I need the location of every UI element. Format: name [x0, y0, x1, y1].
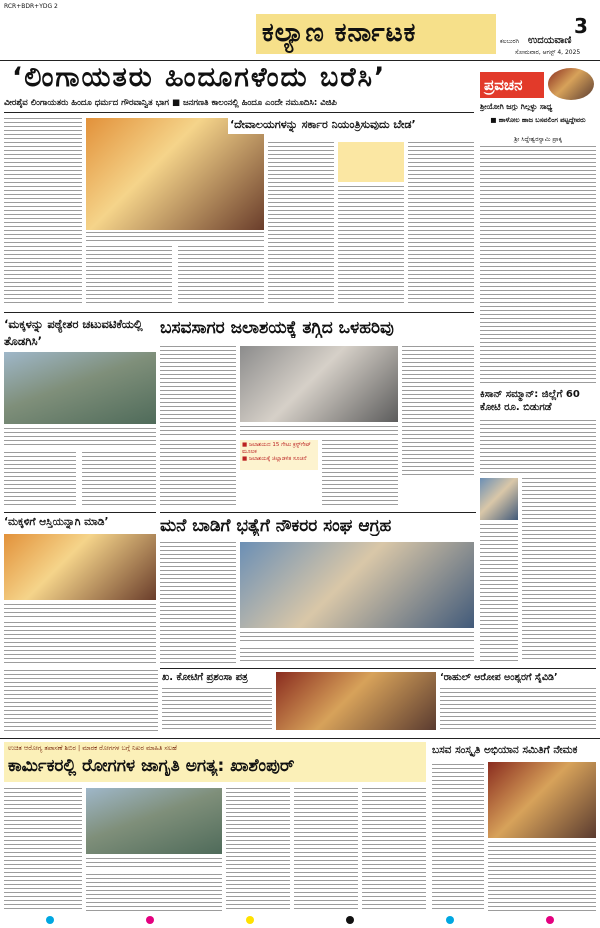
pravachana-label: ಪ್ರವಚನ: [484, 76, 523, 94]
mane-caption: [240, 632, 474, 644]
temples-body-col2: [338, 186, 404, 306]
basava-body-col3: [160, 440, 236, 508]
kotige-body: [162, 688, 272, 732]
registration-marks: [0, 914, 600, 926]
paper-name: ಉದಯವಾಣಿ: [528, 35, 572, 46]
temples-headline: ‘ದೇವಾಲಯಗಳನ್ನು ಸರ್ಕಾರ ನಿಯಂತ್ರಿಸುವುದು ಬೇಡ’: [228, 118, 476, 134]
mane-headline: ಮನೆ ಬಾಡಿಗೆ ಭತ್ಯೆಗೆ ನೌಕರರ ಸಂಘ ಆಗ್ರಹ: [160, 516, 392, 536]
makkalige-body: [4, 622, 156, 664]
pravachana-body: [480, 146, 596, 384]
basava-headline: ಬಸವಸಾಗರ ಜಲಾಶಯಕ್ಕೆ ತಗ್ಗಿದ ಒಳಹರಿವು: [160, 318, 394, 338]
mid-rule: [4, 312, 474, 313]
right-bottom-headline: ಬಸವ ಸಂಸ್ಕೃತಿ ಅಭಿಯಾನ ಸಮಿತಿಗೆ ನೇಮಕ: [432, 744, 578, 756]
masthead-title: ಕಲ್ಯಾಣ ಕರ್ನಾಟಕ: [262, 18, 417, 48]
header-rule: [0, 60, 600, 61]
pravachana-sub2: ಶ್ರೀ ಸಿದ್ದೇಶ್ವರಸ್ವಾಮಿ ಪ್ರಾಕ್ಕ: [514, 136, 562, 143]
makkalu-caption: [4, 428, 156, 448]
bottom-body-col5: [86, 874, 222, 912]
kotige-photo: [276, 672, 436, 730]
lead-headline: ‘ಲಿಂಗಾಯತರು ಹಿಂದೂಗಳೆಂದು ಬರೆಸಿ’: [12, 62, 387, 93]
right-bottom-body-a: [432, 764, 484, 912]
page-number: 3: [574, 14, 588, 38]
temples-body-col3: [408, 142, 474, 306]
pravachana-subtitle: ■ ಹಾಳೋಲ ಹಾಜ ಬಸವಲಿಂಗ ಪಟ್ಟದ್ದೇವರು: [490, 116, 586, 124]
makkalu-body-b: [82, 452, 156, 508]
subhead-rule: [4, 112, 474, 113]
makkalu-body-a: [4, 452, 76, 508]
makkalu-photo: [4, 352, 156, 424]
pravachana-photo: [548, 68, 594, 100]
makkalige-rule: [4, 512, 156, 513]
makkalu-headline: ‘ಮಕ್ಕಳನ್ನು ಪಠ್ಯೇತರ ಚಟುವಟಿಕೆಯಲ್ಲಿ ತೊಡಗಿಸಿ’: [4, 317, 143, 348]
temples-pullquote: [338, 142, 404, 182]
lead-body-col2: [86, 246, 172, 306]
lead-photo: [86, 118, 264, 230]
mane-body-col2: [240, 648, 474, 664]
kotige-headline: ಖ. ಕೋಟಿಗೆ ಪ್ರಶಂಸಾ ಪತ್ರ: [162, 672, 248, 683]
kisan-body-3: [480, 524, 518, 662]
kotige-rule: [160, 668, 596, 669]
right-bottom-body-b: [488, 842, 596, 912]
issue-date: ಸೋಮವಾರ, ಆಗಸ್ಟ್ 4, 2025: [515, 49, 581, 56]
temples-body-col1: [268, 142, 334, 306]
makkalige-photo: [4, 534, 156, 600]
right-bottom-photo: [488, 762, 596, 838]
wide-body: [4, 670, 158, 732]
bottom-body-col2: [226, 788, 290, 912]
reservoir-photo: [240, 346, 398, 422]
kisan-photo: [480, 478, 518, 520]
mane-body-col1: [160, 542, 236, 664]
basava-body-col4: [322, 440, 398, 508]
basava-body-col1: [160, 346, 236, 436]
bottom-headline: ಕಾರ್ಮಿಕರಲ್ಲಿ ರೋಗಗಳ ಜಾಗೃತಿ ಅಗತ್ಯ: ಖಾಶೆಂಪುರ್: [8, 756, 295, 776]
basava-bullet-2: ■ ಜಲಾಶಯಕ್ಕೆ ಜಿಲ್ಲಾಡಳಿತ ಸೂಚನೆ: [242, 456, 307, 462]
kisan-body: [480, 420, 596, 474]
rahul-body: [440, 688, 596, 732]
lead-photo-caption: [86, 232, 264, 242]
makkalige-caption: [4, 604, 156, 618]
kisan-headline: ಕಿಸಾನ್ ಸಮ್ಮಾನ್: ಜಿಲ್ಲೆಗೆ 60 ಕೋಟಿ ರೂ. ಬಿಡುಗಡೆ: [480, 389, 580, 413]
edition-label: ಕಲಬುರಗಿ: [500, 38, 520, 45]
lead-subhead: ವೀರಶೈವ ಲಿಂಗಾಯತರು ಹಿಂದೂ ಧರ್ಮದ ಗೌರವಾನ್ವಿತ ಭಾಗ ■ ಜನಗಣತಿ ಕಾಲಂನಲ್ಲಿ ಹಿಂದೂ ಎಂದೇ ನಮೂದಿಸಿ: ವಿಜಿಪಿ: [4, 98, 337, 108]
bottom-photo: [86, 788, 222, 854]
bottom-body-col3: [294, 788, 358, 912]
kisan-body-2: [522, 478, 596, 662]
basava-bullet-1: ■ ಜಲಾಶಯದ 15 ಗೇಟು ಕ್ರಸ್ಟ್‌ಗೇಟ್ ಮೂಲಕ: [242, 442, 311, 455]
lead-body-col3: [178, 246, 264, 306]
mane-rule: [160, 512, 476, 513]
bottom-caption: [86, 858, 222, 870]
bottom-rule: [0, 738, 600, 739]
print-code: RCR+BDR+YDG 2: [4, 3, 58, 10]
bottom-body-col4: [362, 788, 426, 912]
bottom-strap: ಉಚಿತ ಆರೋಗ್ಯ ತಪಾಸಣೆ ಶಿಬಿರ | ಮಾರಕ ರೋಗಗಳ ಬಗ್ಗೆ ನಿಖರ ಮಾಹಿತಿ ಸಲಹೆ: [8, 744, 177, 752]
makkalige-headline: ‘ಮಕ್ಕಳಿಗೆ ಆಸ್ತಿಯನ್ನಾಗಿ ಮಾಡಿ’: [4, 516, 109, 528]
basava-body-col2: [402, 346, 474, 476]
rahul-headline: ‘ರಾಹುಲ್ ಆರೋಪ ಅಂಶ್ಯರಗೆ ಸೈವಿಡಿ’: [440, 672, 558, 683]
lead-body-col1: [4, 118, 82, 306]
mane-photo: [240, 542, 474, 628]
bottom-body-col1: [4, 788, 82, 912]
pravachana-title: ಶ್ರೀಯೋಗಿ ಜಗ್ಗು ಗಿಲ್ಗಳ್ಳು ಸಾಧ್ಯ: [480, 102, 553, 111]
reservoir-caption: [240, 426, 398, 436]
